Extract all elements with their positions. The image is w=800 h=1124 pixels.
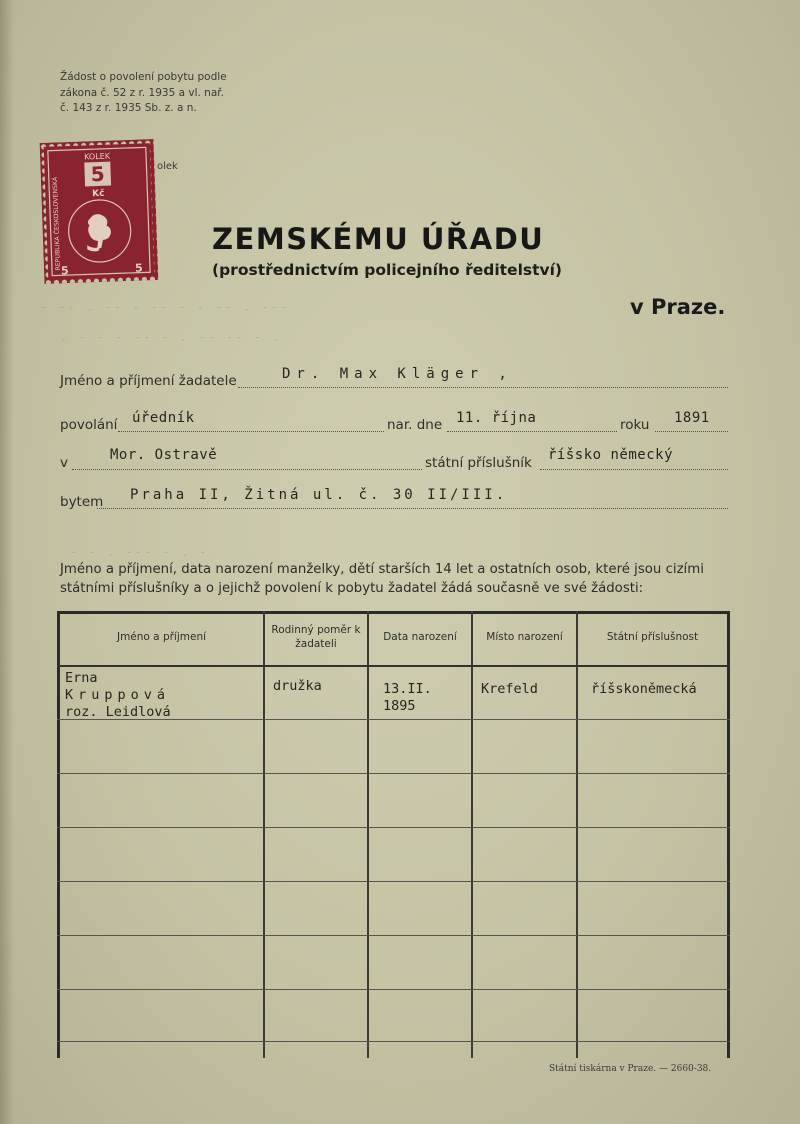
table-cell-name-line: roz. Leidlová — [65, 704, 171, 720]
table-header-relation: Rodinný poměr k žadateli — [271, 624, 361, 650]
occupation-value: úředník — [132, 410, 195, 426]
show-through-text: . - - - -- - . -- -- - . — [60, 330, 282, 344]
birth-year-label: roku — [620, 417, 650, 433]
table-header-birth-date: Data narození — [383, 631, 457, 643]
birth-place-prefix: v — [60, 455, 68, 471]
printer-imprint: Státní tiskárna v Praze. — 2660-38. — [549, 1064, 712, 1074]
table-cell-birth-date-line: 1895 — [383, 698, 416, 714]
legal-basis-line: č. 143 z r. 1935 Sb. z. a n. — [60, 102, 197, 114]
show-through-text: - -- . -- - -- - - -- . --- — [40, 300, 290, 314]
legal-basis-line: zákona č. 52 z r. 1935 a vl. nař. — [60, 86, 224, 99]
table-header-name: Jméno a příjmení — [116, 631, 207, 643]
table-header-birth-place: Místo narození — [486, 631, 563, 643]
table-row-divider — [57, 935, 730, 936]
show-through-text: - - . --- - . - — [70, 545, 209, 559]
table-row-divider — [57, 827, 730, 828]
legal-basis-note — [60, 70, 227, 117]
birth-place-line — [72, 469, 422, 470]
birth-place-value: Mor. Ostravě — [110, 447, 218, 463]
table-column-divider — [263, 611, 265, 1058]
table-row-divider — [57, 989, 730, 990]
family-members-table — [57, 611, 730, 1058]
stamp-side-text: REPUBLIKA ČESKOSLOVENSKÁ — [51, 176, 63, 271]
form-title: ZEMSKÉMU ÚŘADU — [212, 222, 545, 256]
birth-date-value: 11. října — [456, 410, 537, 426]
stamp-corner-value: 5 — [134, 261, 143, 275]
stamp-top-text: KOLEK — [83, 151, 111, 162]
citizenship-line — [540, 469, 728, 470]
stamp-corner-value: 5 — [60, 264, 69, 278]
birth-date-line — [447, 431, 617, 432]
form-subtitle: (prostřednictvím policejního ředitelství) — [212, 261, 563, 279]
table-header-citizenship: Státní příslušnost — [606, 631, 699, 643]
table-row-divider — [57, 881, 730, 882]
revenue-stamp — [40, 139, 159, 284]
occupation-label: povolání — [60, 417, 118, 433]
stamp-value: 5 — [90, 161, 106, 187]
residence-line — [97, 508, 728, 509]
residence-value: Praha II, Žitná ul. č. 30 II/III. — [130, 487, 508, 503]
table-column-divider — [576, 611, 578, 1058]
table-border-right — [727, 611, 730, 1058]
table-cell-birth-place: Krefeld — [481, 681, 538, 697]
stamp-currency: Kč — [92, 188, 105, 200]
table-cell-birth-date — [383, 681, 432, 715]
table-cell-relation: družka — [273, 678, 322, 694]
paper-edge-shadow — [0, 0, 14, 1124]
table-cell-birth-date-line: 13.II. — [383, 681, 432, 697]
residence-label: bytem — [60, 494, 104, 510]
birth-year-value: 1891 — [674, 410, 710, 426]
citizenship-label: státní příslušník — [425, 455, 532, 471]
applicant-name-line — [238, 387, 728, 388]
legal-basis-line: Žádost o povolení pobytu podle — [60, 71, 227, 83]
instruction-paragraph: Jméno a příjmení, data narození manželky, dětí starších 14 let a ostatních osob, které jsou cizími státními příslušníky a o jejichž povolení k pobytu žadatel žádá současně ve své žádosti: — [60, 562, 704, 596]
office-city: v Praze. — [630, 295, 726, 319]
table-row-divider — [57, 773, 730, 774]
applicant-name-label: Jméno a příjmení žadatele — [60, 373, 237, 389]
citizenship-value: říšsko německý — [548, 447, 674, 463]
occupation-line — [118, 431, 384, 432]
table-row-divider — [57, 1041, 730, 1042]
table-column-divider — [367, 611, 369, 1058]
table-cell-citizenship: říšskoněmecká — [591, 681, 697, 697]
birth-date-label: nar. dne — [387, 417, 443, 433]
table-header-divider — [57, 665, 730, 667]
table-cell-name-line: Erna — [65, 670, 98, 686]
table-cell-name — [65, 670, 171, 721]
applicant-name-value: Dr. Max Kläger , — [282, 366, 513, 382]
table-border-left — [57, 611, 60, 1058]
table-cell-name-line: Kruppová — [65, 687, 171, 703]
kolek-label: olek — [157, 161, 178, 172]
table-column-divider — [471, 611, 473, 1058]
birth-year-line — [655, 431, 728, 432]
